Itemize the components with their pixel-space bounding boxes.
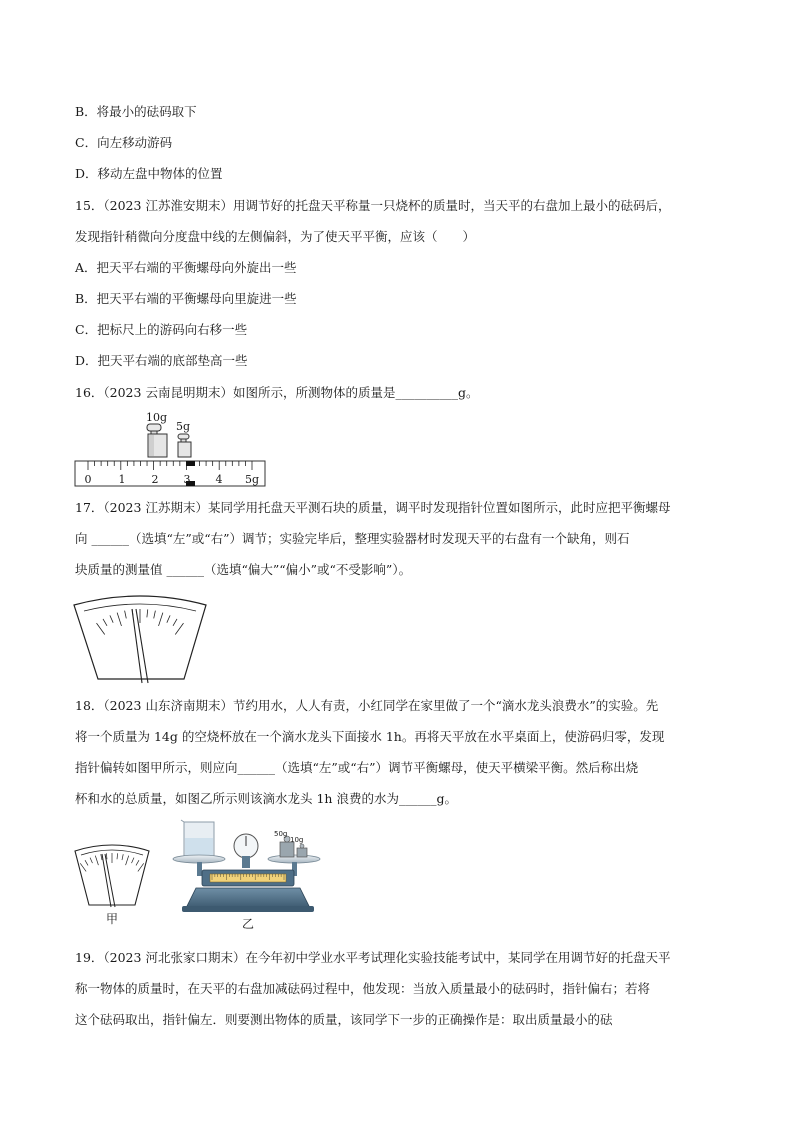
figure-16-scale	[74, 410, 274, 490]
scale-bar	[75, 461, 265, 486]
left-pan	[173, 855, 225, 863]
question-17-stem-3: 块质量的测量值 ______（选填“偏大”“偏小”或“不受影响”）。	[75, 562, 412, 577]
option-d-q14: D．移动左盘中物体的位置	[75, 166, 223, 181]
weight-10g	[297, 844, 307, 857]
caption-yi: 乙	[241, 917, 255, 931]
question-18-stem-1: 18．（2023 山东济南期末）节约用水，人人有责，小红同学在家里做了一个“滴水龙头浪费水”的实验。先	[75, 698, 659, 713]
question-18-stem-4: 杯和水的总质量，如图乙所示则该滴水龙头 1h 浪费的水为______g。	[75, 791, 457, 806]
question-17-stem-2: 向 ______（选填“左”或“右”）调节；实验完毕后，整理实验器材时发现天平的右盘有一个缺角，则石	[75, 531, 630, 546]
option-d-q15: D．把天平右端的底部垫高一些	[75, 353, 248, 368]
question-19-stem-2: 称一物体的质量时，在天平的右盘加减砝码过程中，他发现：当放入质量最小的砝码时，指针偏右；若将	[75, 981, 651, 996]
scale-label-3: 3	[183, 473, 191, 486]
figure-18-dial-a	[72, 843, 152, 928]
question-19-stem-1: 19．（2023 河北张家口期末）在今年初中学业水平考试理化实验技能考试中，某同学在用调节好的托盘天平	[75, 950, 671, 965]
question-15-stem-1: 15．（2023 江苏淮安期末）用调节好的托盘天平称量一只烧杯的质量时，当天平的右盘加上最小的砝码后，	[75, 198, 671, 213]
figure-18-balance	[172, 820, 332, 930]
option-c-q15: C．把标尺上的游码向右移一些	[75, 322, 248, 337]
label-10g: 10g	[146, 411, 168, 424]
balance-dial	[234, 834, 258, 868]
question-15-stem-2: 发现指针稍微向分度盘中线的左侧偏斜，为了使天平平衡，应该（ ）	[75, 229, 476, 244]
scale-label-0: 0	[84, 473, 92, 486]
caption-jia: 甲	[105, 912, 119, 926]
figure-17-dial	[70, 593, 210, 688]
label-50g: 50g	[274, 830, 288, 838]
weight-5g	[178, 434, 191, 457]
balance-base	[186, 888, 310, 908]
option-b-q14: B．将最小的砝码取下	[75, 104, 197, 119]
scale-label-5g: 5g	[244, 473, 260, 486]
option-c-q14: C．向左移动游码	[75, 135, 173, 150]
scale-label-4: 4	[215, 473, 223, 486]
question-17-stem-1: 17．（2023 江苏期末）某同学用托盘天平测石块的质量，调平时发现指针位置如图所示，此时应把平衡螺母	[75, 500, 671, 515]
rider	[186, 461, 195, 466]
question-19-stem-3: 这个砝码取出，指针偏左．则要测出物体的质量，该同学下一步的正确操作是：取出质量最小的砝	[75, 1012, 613, 1027]
option-a-q15: A．把天平右端的平衡螺母向外旋出一些	[75, 260, 297, 275]
weight-10g	[147, 424, 167, 457]
question-18-stem-3: 指针偏转如图甲所示，则应向______（选填“左”或“右”）调节平衡螺母，使天平横梁平衡。然后称出烧	[75, 760, 639, 775]
label-10g-b: 10g	[290, 836, 304, 844]
beaker	[181, 820, 214, 856]
scale-label-2: 2	[151, 473, 159, 486]
scale-label-1: 1	[118, 473, 126, 486]
question-18-stem-2: 将一个质量为 14g 的空烧杯放在一个滴水龙头下面接水 1h。再将天平放在水平桌面上，使游码归零，发现	[75, 729, 665, 744]
question-16-stem: 16．（2023 云南昆明期末）如图所示，所测物体的质量是__________g。	[75, 385, 479, 400]
option-b-q15: B．把天平右端的平衡螺母向里旋进一些	[75, 291, 297, 306]
label-5g: 5g	[176, 420, 191, 433]
